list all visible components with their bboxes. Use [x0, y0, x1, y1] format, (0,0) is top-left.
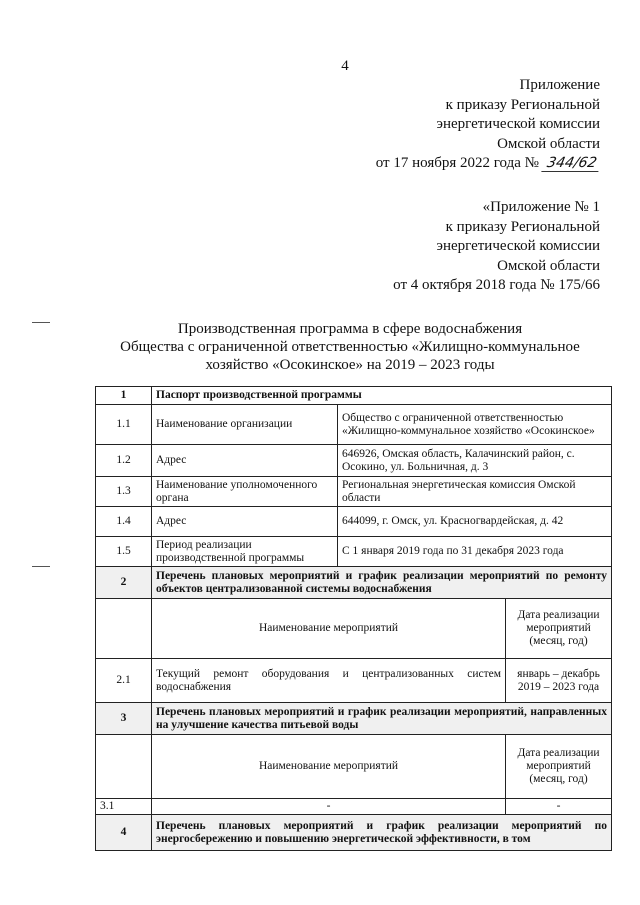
original-appendix-line: к приказу Региональной [445, 218, 600, 235]
section-title: Перечень плановых мероприятий и график реализации мероприятий, направленных на улучшение качества питьевой воды [152, 703, 612, 735]
section-title: Перечень плановых мероприятий и график реализации мероприятий по энергосбережению и повышению энергетической эффективности, в том [152, 815, 612, 851]
appendix-line: энергетической комиссии [436, 116, 600, 132]
original-appendix-line: энергетической комиссии [436, 238, 600, 254]
row-value: С 1 января 2019 года по 31 декабря 2023 года [338, 537, 612, 567]
table-row [96, 477, 612, 507]
section-number: 2 [96, 567, 152, 599]
column-header-name: Наименование мероприятий [152, 599, 506, 659]
page-number: 4 [341, 58, 349, 74]
row-number: 1.2 [96, 445, 152, 477]
section-header-row [96, 815, 612, 851]
row-label: Адрес [152, 507, 338, 537]
row-value: 644099, г. Омск, ул. Красногвардейская, д. 42 [338, 507, 612, 537]
column-header-date: Дата реализации мероприятий (месяц, год) [506, 735, 612, 799]
title-line: хозяйство «Осокинское» на 2019 – 2023 годы [205, 357, 495, 373]
original-appendix-header [393, 198, 600, 296]
program-table [95, 386, 612, 851]
row-name: - [152, 799, 506, 815]
row-value: Общество с ограниченной ответственностью «Жилищно-коммунальное хозяйство «Осокинское» [338, 405, 612, 445]
section-header-row [96, 387, 612, 405]
table-row [96, 659, 612, 703]
row-number: 1.1 [96, 405, 152, 445]
column-header-date: Дата реализации мероприятий (месяц, год) [506, 599, 612, 659]
title-line: Производственная программа в сфере водоснабжения [177, 321, 523, 337]
column-header-name: Наименование мероприятий [152, 735, 506, 799]
table-row [96, 445, 612, 477]
section-title: Перечень плановых мероприятий и график реализации мероприятий по ремонту объектов централизованной системы водоснабжения [152, 567, 612, 599]
empty-cell [96, 599, 152, 659]
appendix-line: к приказу Региональной [445, 96, 600, 113]
row-label: Наименование организации [152, 405, 338, 445]
row-date: - [506, 799, 612, 815]
row-value: 646926, Омская область, Калачинский район, с. Осокино, ул. Больничная, д. 3 [338, 445, 612, 477]
column-header-row [96, 599, 612, 659]
table-row [96, 405, 612, 445]
appendix-header [376, 76, 600, 174]
table-row [96, 507, 612, 537]
section-header-row [96, 703, 612, 735]
row-date: январь – декабрь 2019 – 2023 года [506, 659, 612, 703]
section-number: 3 [96, 703, 152, 735]
column-header-row [96, 735, 612, 799]
row-number: 1.3 [96, 477, 152, 507]
row-number: 3.1 [96, 799, 152, 815]
appendix-date-line [376, 154, 600, 174]
table-row [96, 799, 612, 815]
title-line: Общества с ограниченной ответственностью «Жилищно-коммунальное [120, 339, 580, 355]
row-number: 1.5 [96, 537, 152, 567]
margin-mark [32, 566, 50, 567]
section-number: 1 [96, 387, 152, 405]
appendix-line: Приложение [519, 77, 600, 93]
row-number: 2.1 [96, 659, 152, 703]
handwritten-order-number: 344/62 [541, 156, 602, 172]
section-number: 4 [96, 815, 152, 851]
document-title [100, 320, 600, 374]
row-label: Адрес [152, 445, 338, 477]
section-header-row [96, 567, 612, 599]
row-label: Наименование уполномоченного органа [152, 477, 338, 507]
original-appendix-line: от 4 октября 2018 года № 175/66 [393, 277, 600, 293]
row-name: Текущий ремонт оборудования и централизованных систем водоснабжения [152, 659, 506, 703]
empty-cell [96, 735, 152, 799]
appendix-line: Омской области [497, 135, 600, 152]
section-title: Паспорт производственной программы [152, 387, 612, 405]
row-value: Региональная энергетическая комиссия Омской области [338, 477, 612, 507]
original-appendix-line: Омской области [497, 257, 600, 274]
table-row [96, 537, 612, 567]
row-number: 1.4 [96, 507, 152, 537]
margin-mark [32, 322, 50, 323]
row-label: Период реализации производственной программы [152, 537, 338, 567]
appendix-date: от 17 ноября 2022 года № [375, 155, 539, 171]
original-appendix-line: «Приложение № 1 [482, 199, 600, 215]
